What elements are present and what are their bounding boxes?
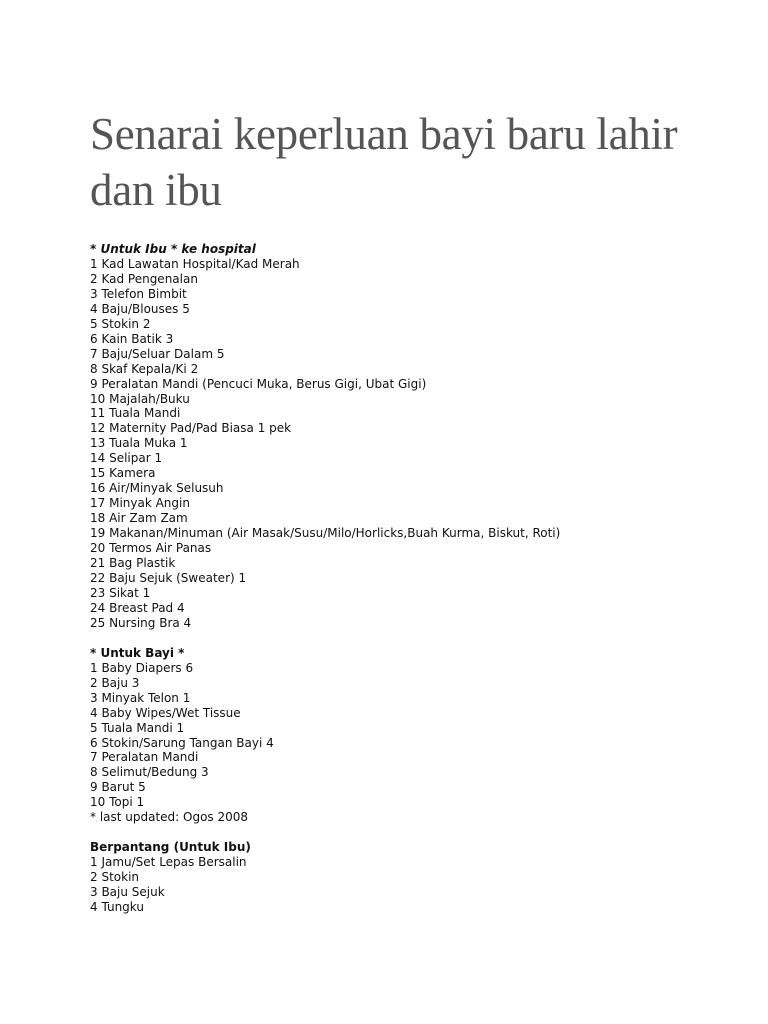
list-item: 17 Minyak Angin — [90, 496, 190, 511]
list-item: 12 Maternity Pad/Pad Biasa 1 pek — [90, 421, 292, 436]
page-title: Senarai keperluan bayi baru lahir dan ibu — [90, 109, 678, 215]
list-item: 6 Kain Batik 3 — [90, 331, 174, 346]
list-item: 16 Air/Minyak Selusuh — [90, 481, 224, 496]
list-item: 10 Majalah/Buku — [90, 391, 190, 406]
list-item: 22 Baju Sejuk (Sweater) 1 — [90, 570, 247, 585]
list-item: 1 Baby Diapers 6 — [90, 660, 194, 675]
list-item: 10 Topi 1 — [90, 795, 145, 810]
list-item: 5 Stokin 2 — [90, 316, 151, 331]
list-item: 8 Skaf Kepala/Ki 2 — [90, 361, 199, 376]
list-item: 20 Termos Air Panas — [90, 541, 212, 556]
list-item: 1 Jamu/Set Lepas Bersalin — [90, 855, 247, 870]
list-item: 25 Nursing Bra 4 — [90, 615, 192, 630]
list-item: 9 Barut 5 — [90, 780, 146, 795]
list-item: 9 Peralatan Mandi (Pencuci Muka, Berus Gigi, Ubat Gigi) — [90, 376, 427, 391]
list-item: 2 Kad Pengenalan — [90, 271, 198, 286]
section-heading: * Untuk Ibu * ke hospital — [90, 242, 256, 256]
list-item: 2 Stokin — [90, 870, 140, 885]
list-item: 18 Air Zam Zam — [90, 511, 188, 526]
list-item: 19 Makanan/Minuman (Air Masak/Susu/Milo/Horlicks,Buah Kurma, Biskut, Roti) — [90, 526, 561, 541]
list-item: 11 Tuala Mandi — [90, 406, 181, 421]
section-heading: Berpantang (Untuk Ibu) — [90, 840, 251, 855]
list-item: 23 Sikat 1 — [90, 585, 151, 600]
list-item: 4 Baby Wipes/Wet Tissue — [90, 705, 241, 720]
list-item: 1 Kad Lawatan Hospital/Kad Merah — [90, 256, 300, 271]
section-untuk-bayi — [90, 646, 740, 825]
section-berpantang — [90, 840, 740, 915]
list-item: 24 Breast Pad 4 — [90, 600, 185, 615]
list-item: 4 Tungku — [90, 900, 144, 915]
list-item: 5 Tuala Mandi 1 — [90, 720, 185, 735]
section-heading: * Untuk Bayi * — [90, 645, 185, 660]
last-updated-note: * last updated: Ogos 2008 — [90, 810, 249, 825]
list-item: 6 Stokin/Sarung Tangan Bayi 4 — [90, 735, 274, 750]
list-item: 14 Selipar 1 — [90, 451, 163, 466]
item-list — [90, 257, 740, 631]
list-item: 3 Baju Sejuk — [90, 885, 165, 900]
item-list — [90, 855, 740, 915]
list-item: 7 Baju/Seluar Dalam 5 — [90, 346, 225, 361]
section-untuk-ibu-hospital — [90, 242, 740, 631]
list-item: 4 Baju/Blouses 5 — [90, 301, 190, 316]
list-item: 13 Tuala Muka 1 — [90, 436, 188, 451]
item-list — [90, 661, 740, 825]
list-item: 2 Baju 3 — [90, 675, 140, 690]
document-page — [90, 0, 740, 915]
list-item: 21 Bag Plastik — [90, 556, 176, 571]
list-item: 7 Peralatan Mandi — [90, 750, 199, 765]
list-item: 3 Minyak Telon 1 — [90, 690, 191, 705]
list-item: 8 Selimut/Bedung 3 — [90, 765, 209, 780]
list-item: 15 Kamera — [90, 466, 156, 481]
list-item: 3 Telefon Bimbit — [90, 286, 187, 301]
